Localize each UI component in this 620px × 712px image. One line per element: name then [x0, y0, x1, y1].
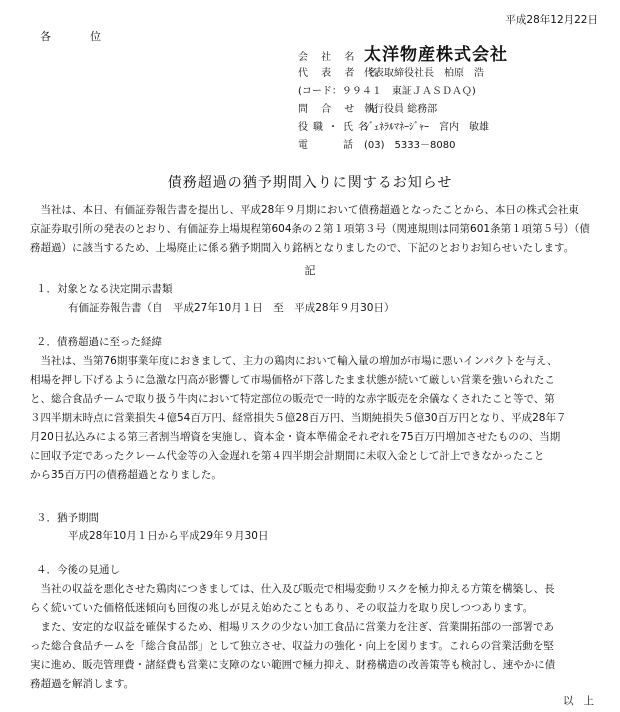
section-1-heading: １．対象となる決定開示書類 — [36, 283, 173, 295]
representative-label: 代 表 者 名 — [298, 68, 383, 79]
document-title: 債務超過の猶予期間入りに関するお知らせ — [167, 175, 453, 191]
section-2-line: 月20日払込みによる第三者割当増資を実施し、資本金・資本準備金それぞれを75百万円増加させたものの、当期 — [30, 431, 561, 443]
section-2-heading: ２．債務超過に至った経緯 — [36, 336, 162, 348]
representative-row — [298, 64, 598, 82]
issuer-block — [298, 40, 598, 154]
intro-line: 京証券取引所の発表のとおり、有価証券上場規程第604条の２第１項第３号（関連規則は同第601条第１項第５号）（債 — [30, 223, 590, 235]
section-3-heading: ３．猶予期間 — [36, 512, 99, 524]
section-2-line: に回収予定であったクレーム代金等の入金遅れを第４四半期会計期間に未収入金として計上できなかったこと — [30, 450, 545, 462]
section-4-line: 当社の収益を悪化させた鶏肉につきましては、仕入及び販売で相場変動リスクを極力抑える方策を構築し、長 — [30, 583, 555, 595]
stock-code-row — [298, 82, 598, 100]
intro-paragraph — [30, 201, 605, 258]
section-4-line: 実に進め、販売管理費・諸経費も営業に支障のない範囲で極力抑え、財務構造の改善策等も検討し、速やかに債 — [30, 659, 556, 671]
company-row — [298, 40, 598, 64]
contact-value: 執行役員 総務部 — [364, 104, 438, 115]
section-4-line: らく続いていた価格低迷傾向も回復の兆しが見え始めたこともあり、その収益力を取り戻しつつあります。 — [30, 602, 534, 614]
section-2-line: 当社は、当第76期事業年度におきまして、主力の鶏肉において輸入量の増加が市場に悪いインパクトを与え、 — [30, 355, 558, 367]
section-1-body: 有価証券報告書（自 平成27年10月１日 至 平成28年９月30日） — [68, 302, 395, 314]
phone-value: (03) 5333－8080 — [364, 140, 456, 151]
document-date: 平成28年12月22日 — [505, 14, 598, 26]
section-2-body — [30, 352, 605, 485]
section-2-line: から35百万円の債務超過となりました。 — [30, 469, 222, 481]
company-label: 会 社 名 — [298, 52, 360, 63]
company-name: 太洋物産株式会社 — [364, 45, 508, 65]
section-4-line: った総合食品チームを「総合食品部」として独立させ、収益力の強化・向上を図ります。これらの営業活動を堅 — [30, 640, 554, 652]
intro-line: 務超過）に該当するため、上場廃止に係る猶予期間入り銘柄となりましたので、下記のとおりお知らせいたします。 — [30, 242, 575, 254]
intro-line: 当社は、本日、有価証券報告書を提出し、平成28年９月期において債務超過となったことから、本日の株式会社東 — [30, 204, 579, 216]
section-4-body — [30, 580, 605, 694]
section-2-line: ３四半期末時点に営業損失４億54百万円、経常損失５億28百万円、当期純損失５億30百万円となり、平成28年７ — [30, 412, 567, 424]
section-4-heading: ４．今後の見通し — [36, 564, 120, 576]
addressee: 各 位 — [40, 30, 115, 43]
stock-code: (コード：９９４１ 東証ＪＡＳＤＡＱ) — [298, 86, 476, 97]
position-label: 役職・氏名 — [298, 122, 373, 133]
representative-value: 代表取締役社長 柏原 浩 — [364, 68, 484, 79]
phone-label: 電 話 — [298, 140, 358, 151]
contact-label: 問 合 せ 先 — [298, 104, 383, 115]
phone-row — [298, 136, 598, 154]
section-3-body: 平成28年10月１日から平成29年９月30日 — [68, 530, 269, 542]
ki-marker: 記 — [304, 264, 316, 277]
section-2-line: 相場を押し下げるように急激な円高が影響して市場価格が下落したまま状態が続いて厳しい営業を強いられたこ — [30, 374, 555, 386]
section-4-line: また、安定的な収益を確保するため、相場リスクの少ない加工食品に営業力を注ぎ、営業開拓部の一部署であ — [30, 621, 554, 633]
position-row — [298, 118, 598, 136]
section-4-line: 務超過を解消します。 — [30, 678, 135, 690]
position-value: ｼﾞｪﾈﾗﾙﾏﾈｰｼﾞｬｰ 宮内 敏雄 — [364, 122, 489, 133]
contact-row — [298, 100, 598, 118]
closing-mark: 以上 — [563, 695, 604, 707]
section-2-line: と、総合食品チームで取り扱う牛肉において特定部位の販売で一時的な赤字販売を余儀なくされたこと等で、第 — [30, 393, 555, 405]
